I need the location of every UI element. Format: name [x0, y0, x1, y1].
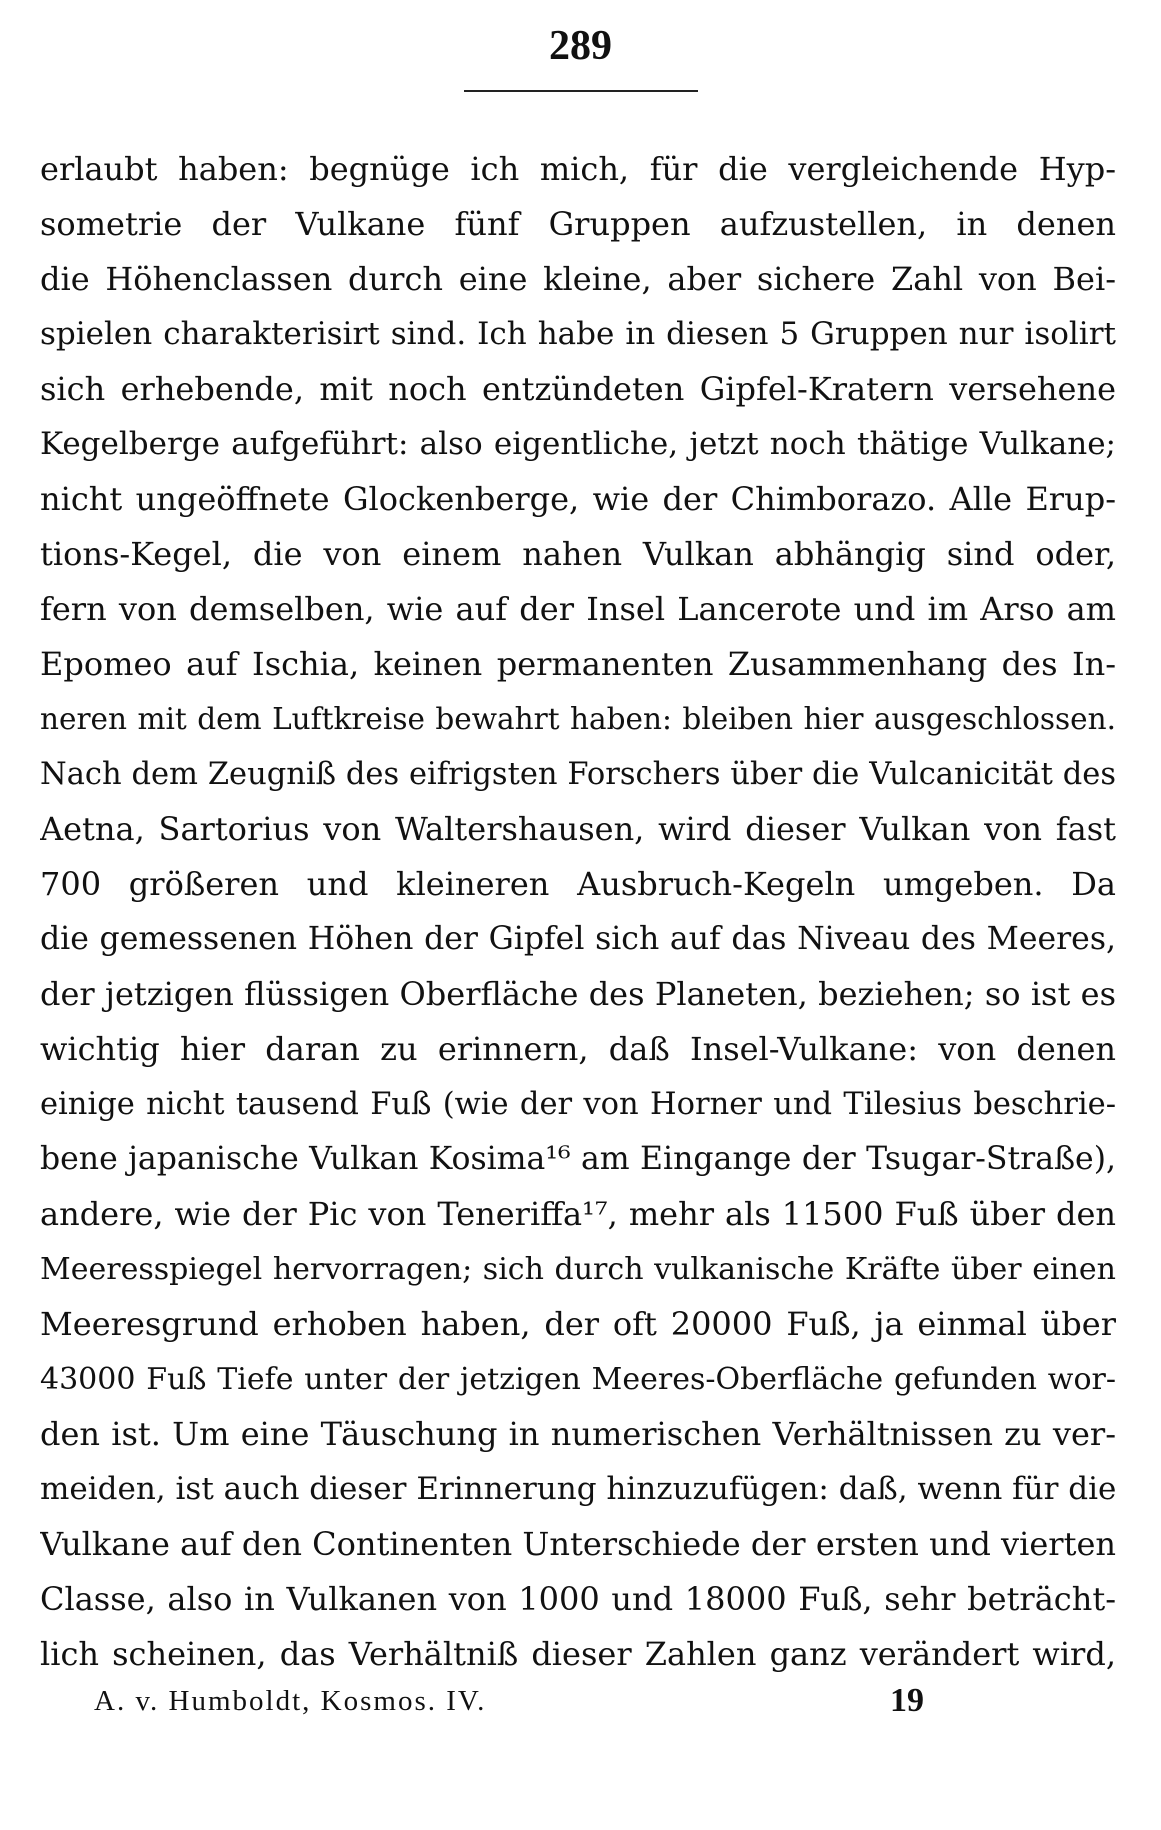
text-line: Meeresgrund erhoben haben, der oft 20000 Fuß, ja einmal über	[40, 1305, 1116, 1343]
text-line: andere, wie der Pic von Teneriffa¹⁷, mehr als 11500 Fuß über den	[40, 1195, 1116, 1233]
body-text	[40, 142, 1116, 1682]
text-line: 43000 Fuß Tiefe unter der jetzigen Meeres-Oberfläche gefunden wor-	[40, 1362, 1116, 1397]
text-line: Epomeo auf Ischia, keinen permanenten Zusammenhang des In-	[40, 645, 1116, 683]
text-line: den ist. Um eine Täuschung in numerischen Verhältnissen zu ver-	[40, 1415, 1116, 1453]
text-line: 700 größeren und kleineren Ausbruch-Kegeln umgeben. Da	[40, 865, 1116, 903]
text-line: Vulkane auf den Continenten Unterschiede der ersten und vierten	[40, 1525, 1116, 1563]
text-line: Classe, also in Vulkanen von 1000 und 18000 Fuß, sehr beträcht-	[40, 1580, 1116, 1618]
text-line: die gemessenen Höhen der Gipfel sich auf das Niveau des Meeres,	[40, 921, 1116, 957]
text-line: tions-Kegel, die von einem nahen Vulkan abhängig sind oder,	[40, 535, 1116, 573]
text-line: einige nicht tausend Fuß (wie der von Horner und Tilesius beschrie-	[40, 1087, 1116, 1122]
text-line: lich scheinen, das Verhältniß dieser Zahlen ganz verändert wird,	[40, 1635, 1116, 1673]
text-line: Meeresspiegel hervorragen; sich durch vulkanische Kräfte über einen	[40, 1252, 1116, 1287]
text-line: neren mit dem Luftkreise bewahrt haben: bleiben hier ausgeschlossen.	[40, 702, 1116, 736]
text-line: wichtig hier daran zu erinnern, daß Insel-Vulkane: von denen	[40, 1030, 1116, 1068]
text-line: spielen charakterisirt sind. Ich habe in diesen 5 Gruppen nur isolirt	[40, 316, 1116, 352]
page-footer	[94, 1676, 934, 1726]
sheet-number: 19	[890, 1682, 924, 1719]
text-line: erlaubt haben: begnüge ich mich, für die vergleichende Hyp-	[40, 150, 1116, 188]
text-line: sometrie der Vulkane fünf Gruppen aufzustellen, in denen	[40, 205, 1116, 243]
text-line: Kegelberge aufgeführt: also eigentliche, jetzt noch thätige Vulkane;	[40, 426, 1116, 462]
text-line: Nach dem Zeugniß des eifrigsten Forschers über die Vulcanicität des	[40, 757, 1116, 792]
page-number: 289	[549, 23, 612, 69]
text-line: fern von demselben, wie auf der Insel Lancerote und im Arso am	[40, 590, 1116, 628]
header-rule	[464, 90, 698, 92]
text-line: Aetna, Sartorius von Waltershausen, wird dieser Vulkan von fast	[40, 810, 1116, 848]
text-line: der jetzigen flüssigen Oberfläche des Planeten, beziehen; so ist es	[40, 975, 1116, 1013]
text-line: sich erhebende, mit noch entzündeten Gipfel-Kratern versehene	[40, 370, 1116, 408]
footer-signature: A. v. Humboldt, Kosmos. IV.	[94, 1685, 487, 1717]
text-line: die Höhenclassen durch eine kleine, aber sichere Zahl von Bei-	[40, 260, 1116, 298]
text-line: nicht ungeöffnete Glockenberge, wie der Chimborazo. Alle Erup-	[40, 480, 1116, 518]
text-line: bene japanische Vulkan Kosima¹⁶ am Eingange der Tsugar-Straße),	[40, 1141, 1116, 1177]
text-line: meiden, ist auch dieser Erinnerung hinzuzufügen: daß, wenn für die	[40, 1471, 1116, 1507]
